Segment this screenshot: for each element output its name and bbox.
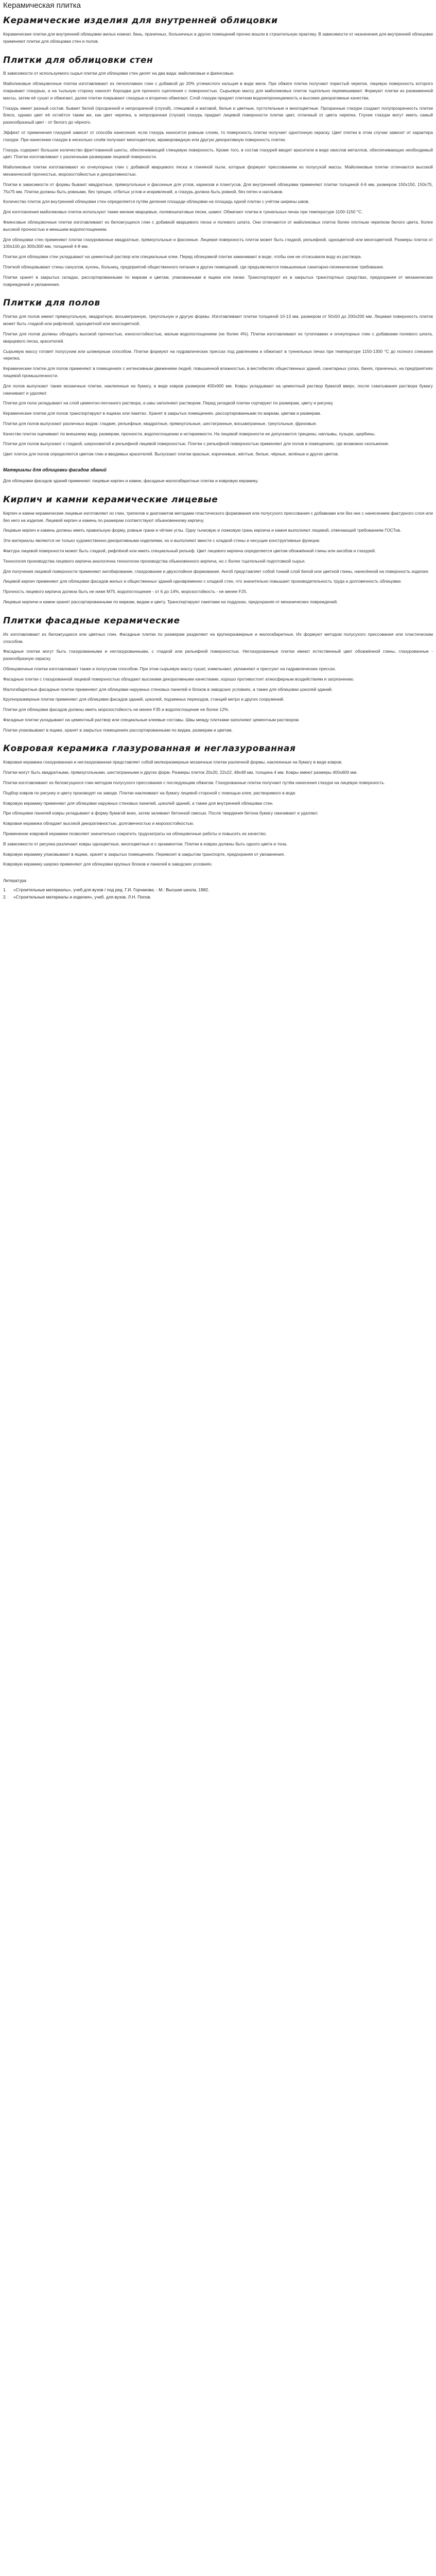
- paragraph: Плитки изготавливают из беложгущихся глин методом полусухого прессования с последующим обжигом. Глазурованные плитки получают путём нанесения глазури на лицевую поверхность.: [3, 780, 385, 786]
- paragraph: Лицевые кирпич и камень должны иметь правильную форму, ровные грани и чёткие углы. Одну тычковую и ложковую грань кирпича и камня выполняют лицевой, отвечающей требованиям ГОСТов.: [3, 528, 402, 533]
- paragraph: Плитки в зависимости от формы бывают квадратные, прямоугольные и фасонные для углов, карнизов и плинтусов. Для внутренней облицовки применяют плитки толщиной 4-6 мм, размером 150x150, 150x75, 75x75 мм. Плитки должны быть ровными, без трещин, отбитых углов и искривлений, а глазурь должна быть ровной, без пятен и наплывов.: [3, 181, 433, 194]
- paragraph: Ковровая керамика обладает высокой декоративностью, долговечностью и морозостойкостью.: [3, 821, 195, 826]
- paragraph: При облицовке панелей ковры укладывают в форму бумагой вниз, затем заливают бетонной смесью. После твердения бетона бумагу смачивают и удаляют.: [3, 810, 319, 816]
- paragraph: Плитки хранят в закрытых складах, рассортированными по маркам и цветам, упакованными в ящики или пачки. Транспортируют их в закрытых транспортных средствах, предохраняя от механических повреждений и увлажнения.: [3, 274, 433, 287]
- paragraph: Фасадные плитки укладывают на цементный раствор или специальные клеевые составы. Швы между плитками заполняют цементным раствором.: [3, 717, 300, 722]
- section-heading: Плитки для полов: [3, 298, 100, 309]
- paragraph: Плитки для полов имеют прямоугольную, квадратную, восьмигранную, треугольную и другую формы. Изготавливают плитки толщиной 10-13 мм, размером от 50x50 до 200x200 мм. Лицевая поверхность плиток может быть гладкой или рифленой, одноцветной или многоцветной.: [3, 314, 433, 327]
- paragraph: Прочность лицевого кирпича должна быть не ниже М75, водопоглощение - от 6 до 14%, морозостойкость - не менее F25.: [3, 589, 248, 595]
- section-facade-materials: [3, 467, 433, 485]
- paragraph: Керамические плитки для полов применяют в помещениях с интенсивным движением людей, повышенной влажностью, в вестибюлях общественных зданий, санитарных узлах, банях, прачечных, на предприятиях пищевой промышленности.: [3, 366, 433, 378]
- paragraph: Крупноразмерные плитки применяют для облицовки фасадов зданий, цоколей, подземных переходов, станций метро и других сооружений.: [3, 697, 285, 702]
- paragraph: Технология производства лицевого кирпича аналогична технологии производства обыкновенного кирпича, но с более тщательной подготовкой сырья.: [3, 558, 306, 564]
- paragraph: Плитки для облицовки фасадов должны иметь морозостойкость не менее F35 и водопоглощение не более 12%.: [3, 707, 230, 713]
- paragraph: Количество плиток для внутренней облицовки стен определяется путём деления площади облицовки на площадь одной плитки с учётом ширины швов.: [3, 199, 310, 205]
- literature-item-text: «Строительные материалы и изделия», учеб. для вузов, Л.Н. Попов.: [13, 894, 151, 900]
- section-internal-cladding: [3, 15, 433, 45]
- document-page: [0, 1, 436, 901]
- paragraph: Фактура лицевой поверхности может быть гладкой, рифлёной или иметь специальный рельеф. Цвет лицевого кирпича определяется цветом обожжённой глины или ангобов и глазурей.: [3, 548, 376, 553]
- literature-item-number: 1.: [3, 887, 7, 892]
- paragraph: Фасадные плитки могут быть глазурованными и неглазурованными, с гладкой или рельефной поверхностью. Неглазурованные плитки имеют естественный цвет обожжённой глины, глазурованные - разнообразную окраску.: [3, 649, 433, 662]
- paragraph: В зависимости от используемого сырья плитки для облицовки стен делят на два вида: майоликовые и фаянсовые.: [3, 71, 235, 76]
- section-carpet-ceramics: [3, 743, 433, 868]
- literature-item-text: «Строительные материалы», учеб.для вузов / под ред. Г.И. Горчакова. - М.: Высшая школа, 1982.: [13, 887, 210, 892]
- paragraph: В зависимости от рисунка различают ковры одноцветные, многоцветные и с орнаментом. Плитки в коврах должны быть одного цвета и тона.: [3, 841, 288, 846]
- paragraph: Ковровую керамику упаковывают в ящики, хранят в закрытых помещениях. Перевозят в закрытом транспорте, предохраняя от увлажнения.: [3, 851, 285, 857]
- paragraph: Лицевой кирпич применяют для облицовки фасадов жилых и общественных зданий одновременно с кладкой стен, что значительно повышает производительность труда и долговечность облицовки.: [3, 579, 402, 584]
- paragraph: Для облицовки стен применяют плитки глазурованные квадратные, прямоугольные и фасонные. Лицевая поверхность плиток может быть гладкой, рельефной, одноцветной или многоцветной. Размеры плиток от 100x100 до 300x300 мм, толщиной 4-8 мм.: [3, 236, 433, 249]
- paragraph: Плитки для полов выпускают с гладкой, шероховатой и рельефной лицевой поверхностью. Плитки с рельефной поверхностью применяют для полов в помещениях, где возможно скольжение.: [3, 441, 390, 447]
- section-label: Материалы для облицовки фасадов зданий: [3, 467, 107, 473]
- paragraph: Керамические плитки для полов транспортируют в ящиках или пакетах. Хранят в закрытых помещениях, рассортированными по маркам, цветам и размерам.: [3, 411, 321, 416]
- literature: [3, 877, 433, 901]
- paragraph: Эффект от применения глазурей зависит от способа нанесения: если глазурь наносится ровным слоем, то поверхность плитки получает однотонную окраску. Цвет плитки в этом случае зависит от характера глазури. При нанесении глазури в несколько слоёв получают многоцветную, мраморовидную или другую декоративную поверхность плитки.: [3, 130, 433, 142]
- section-facing-brick: [3, 494, 433, 606]
- literature-item: [3, 887, 433, 894]
- paragraph: Подбор ковров по рисунку и цвету производят на заводе. Плитки наклеивают на бумагу лицевой стороной с помощью клея, растворимого в воде.: [3, 790, 297, 795]
- paragraph: Применение ковровой керамики позволяет значительно сократить трудозатраты на облицовочные работы и повысить их качество.: [3, 831, 267, 836]
- paragraph: Для получения лицевой поверхности применяют ангобирование, глазурование и двухслойное формование. Ангоб представляет собой тонкий слой белой или цветной глины, нанесённой на поверхность изделия.: [3, 568, 429, 574]
- paragraph: Плитки упаковывают в ящики, хранят в закрытых помещениях рассортированными по видам, размерам и цветам.: [3, 727, 233, 733]
- paragraph: Сырьевую массу готовят полусухим или шликерным способом. Плитки формуют на гидравлических прессах под давлением и обжигают в туннельных печах при температуре 1150-1300 °С до полного спекания черепка.: [3, 348, 433, 361]
- paragraph: Глазурь содержит большое количество фриттованной шихты, обеспечивающей глянцевую поверхность. Кроме того, в состав глазурей вводят красители в виде окислов металлов, обеспечивающих необходимый цвет. Плитки изготавливают с различными размерами лицевой поверхности.: [3, 147, 433, 160]
- section-heading: Плитки фасадные керамические: [3, 615, 180, 626]
- section-heading: Керамические изделия для внутренней облицовки: [3, 15, 278, 26]
- paragraph: Облицовочные плитки изготавливают также и полусухим способом. При этом сырьевую массу сушат, измельчают, увлажняют и прессуют на гидравлических прессах.: [3, 666, 336, 671]
- section-heading: Ковровая керамика глазурованная и неглазурованная: [3, 743, 296, 754]
- paragraph: Майоликовые облицовочные плитки изготавливают из легкоплавких глин с добавкой до 20% углекислого кальция в виде мела. При обжиге плитки получают пористый черепок, лицевую поверхность которого покрывают глазурью, а на тыльную сторону наносят бороздки для прочного сцепления с поверхностью. Сырьевую массу для майоликовых плиток тщательно перемешивают. Формуют плитки из разжиженной массы, затем её сушат и обжигают, далее плитки покрывают глазурью и вторично обжигают. Слой глазури придает плиткам водонепроницаемость и высокие декоративные качества.: [3, 81, 433, 100]
- section-wall-tiles: [3, 55, 433, 289]
- paragraph: Плитки для полов должны обладать высокой прочностью, износостойкостью, малым водопоглощением (не более 4%). Плитки изготавливают из тугоплавких и огнеупорных глин с добавками полевого шпата, кварцевого песка, красителей.: [3, 331, 433, 344]
- paragraph: Ковровую керамику применяют для облицовки наружных стеновых панелей, цоколей зданий, а также для внутренней облицовки стен.: [3, 800, 274, 806]
- paragraph: Их изготавливают из беложгущихся или цветных глин. Фасадные плитки по размерам разделяют на крупноразмерные и малогабаритные. Их формуют методом полусухого прессования или пластическим способом.: [3, 631, 433, 644]
- literature-title: Литература: [3, 878, 27, 884]
- paragraph: Лицевые кирпичи и камни хранят рассортированными по маркам, видам и цвету. Транспортируют пакетами на поддонах, предохраняя от механических повреждений.: [3, 599, 338, 604]
- paragraph: Малогабаритные фасадные плитки применяют для облицовки наружных стеновых панелей и блоков в заводских условиях, а также для облицовки цоколей зданий.: [3, 686, 333, 692]
- paragraph: Плитки для полов выпускают различных видов: гладкие, рельефные, квадратные, прямоугольные, шестигранные, восьмигранные, треугольные, фризовые.: [3, 420, 317, 426]
- paragraph: Плитки для пола укладывают на слой цементно-песчаного раствора, а швы заполняют раствором. Перед укладкой плитки сортируют по размерам, цвету и рисунку.: [3, 400, 334, 406]
- paragraph: Ковровая керамика глазурованная и неглазурованная представляет собой мелкоразмерные мозаичные плитки различной формы, наклеенные на бумагу в виде ковров.: [3, 759, 343, 765]
- paragraph: Эти материалы являются не только художественно-декоративными изделиями, но и выполняют вместе с кладкой стены и несущие конструктивные функции.: [3, 538, 321, 544]
- paragraph: Для изготовления майоликовых плиток используют также мелкие кварцевые, полевошпатовые пески, шамот. Обжигают плитки в туннельных печах при температуре 1100-1150 °С.: [3, 209, 363, 215]
- paragraph: Фасадные плитки с глазурованной лицевой поверхностью обладают высокими декоративными качествами, хорошо противостоят атмосферным воздействиям и загрязнению.: [3, 676, 355, 682]
- paragraph: Для полов выпускают также мозаичные плитки, наклеенные на бумагу, в виде ковров размером 400x600 мм. Ковры укладывают на цементный раствор бумагой вверх, после схватывания раствора бумагу смачивают и удаляют.: [3, 383, 433, 396]
- paragraph: Для облицовки фасадов зданий применяют лицевые кирпич и камни, фасадные малогабаритные плитки и ковровую керамику.: [3, 478, 258, 484]
- paragraph: Керамические плитки для внутренней облицовки жилых комнат, бань, прачечных, больничных и других помещений прочно вошли в строительную практику. В зависимости от назначения для внутренней облицовки применяют плитки для облицовки стен и полов.: [3, 31, 433, 44]
- paragraph: Плитки для облицовки стен укладывают на цементный раствор или специальные клеи. Перед облицовкой плитки замачивают в воде, чтобы они не отсасывали воду из раствора.: [3, 254, 362, 260]
- paragraph: Ковровую керамику широко применяют для облицовки крупных блоков и панелей в заводских условиях.: [3, 861, 213, 867]
- paragraph: Качество плиток оценивают по внешнему виду, размерам, прочности, водопоглощению и истираемости. На лицевой поверхности не допускаются трещины, наплывы, пузыри, щербины.: [3, 431, 376, 436]
- section-facade-tiles: [3, 615, 433, 734]
- section-heading: Плитки для облицовки стен: [3, 55, 153, 65]
- paragraph: Цвет плиток для полов определяется цветом глин и вводимых красителей. Выпускают плитки красные, коричневые, жёлтые, белые, чёрные, зелёные и других цветов.: [3, 451, 339, 457]
- paragraph: Фаянсовые облицовочные плитки изготавливают из беложгущихся глин с добавкой кварцевого песка и полевого шпата. Они отличаются от майоликовых плиток более плотным черепком белого цвета, более высокой прочностью и меньшим водопоглощением.: [3, 219, 433, 232]
- paragraph: Майоликовые плитки изготавливают из огнеупорных глин с добавкой кварцевого песка и глиняной пыли, которые формуют прессованием из полусухой массы. Майоликовые плитки отличаются высокой механической прочностью, морозостойкостью и декоративностью.: [3, 164, 433, 177]
- paragraph: Кирпич и камни керамические лицевые изготовляют из глин, трепелов и диатомитов методами пластического формования или полусухого прессования с добавками или без них с нанесением фактурного слоя или без него на изделия. Лицевой кирпич и камень по размерам соответствуют обыкновенному кирпичу.: [3, 510, 433, 523]
- literature-item-number: 2.: [3, 894, 7, 900]
- section-heading: Кирпич и камни керамические лицевые: [3, 494, 218, 505]
- paragraph: Плиткой облицовывают стены санузлов, кухонь, больниц, предприятий общественного питания и других помещений, где предъявляются повышенные санитарно-гигиенические требования.: [3, 264, 384, 269]
- literature-item: [3, 894, 433, 901]
- document-title: Керамическая плитка: [3, 1, 81, 10]
- paragraph: Плитки могут быть квадратными, прямоугольными, шестигранными и других форм. Размеры плиток 20x20, 22x22, 48x48 мм, толщина 4 мм. Ковры имеют размеры 400x600 мм.: [3, 770, 358, 775]
- section-floor-tiles: [3, 297, 433, 458]
- paragraph: Глазурь имеет разный состав: бывает белой (прозрачной и непрозрачной (глухой), глянцевой и матовой, белые и цветные, пустотельные и многоцветные. Прозрачные глазури создают полупрозрачность плитки блеск, однако цвет её остаётся таким же, как цвет черепка, а непрозрачная (глухая) глазурь придает лицевой поверхности плитки цвет, отличный от цвета черепка. Глухие глазури могут иметь самый разнообразный цвет - от белого до чёрного.: [3, 105, 433, 125]
